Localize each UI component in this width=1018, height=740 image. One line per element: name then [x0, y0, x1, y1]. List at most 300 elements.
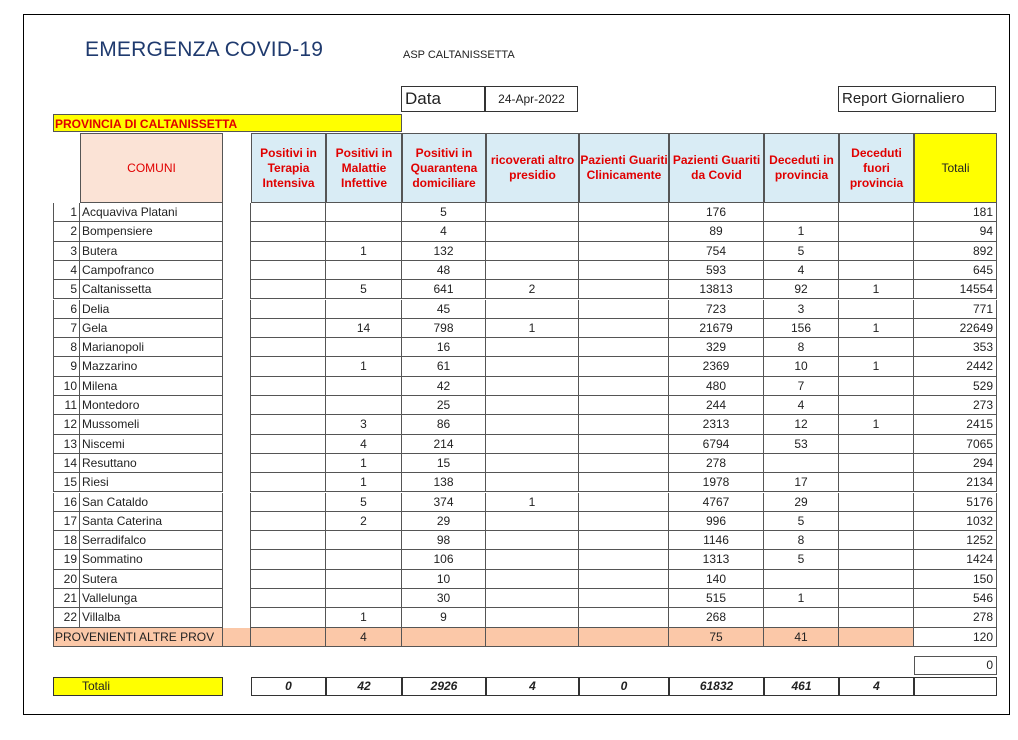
header-quarantena: Positivi in Quarantena domiciliare: [402, 133, 486, 203]
total-totali-empty: [914, 677, 997, 696]
row-number: 9: [53, 357, 80, 376]
cell-guariti-covid: 21679: [669, 319, 764, 338]
cell-totali: 7065: [914, 435, 997, 454]
cell-deceduti-fuori: [839, 377, 914, 396]
cell-totali: 2134: [914, 473, 997, 492]
cell-guariti-clinicamente: [579, 435, 669, 454]
cell-guariti-clinicamente: [579, 396, 669, 415]
cell-totali: 771: [914, 300, 997, 319]
row-number: 17: [53, 512, 80, 531]
totals-label: Totali: [53, 677, 223, 696]
cell-deceduti-provincia: 12: [764, 415, 839, 434]
spacer-cell: [223, 300, 251, 319]
cell-malattie: [326, 203, 402, 222]
cell-terapia: [251, 242, 326, 261]
cell-quarantena: 641: [402, 280, 486, 299]
date-value: 24-Apr-2022: [485, 86, 578, 112]
comune-name: Resuttano: [80, 454, 223, 473]
comune-name: Mazzarino: [80, 357, 223, 376]
header-deceduti-fuori: Deceduti fuori provincia: [839, 133, 914, 203]
cell-deceduti-provincia: 5: [764, 242, 839, 261]
table-row: [0, 357, 1018, 376]
cell-malattie: [326, 377, 402, 396]
cell-ricoverati: 1: [486, 319, 579, 338]
cell-terapia: [251, 377, 326, 396]
cell-deceduti-provincia: 3: [764, 300, 839, 319]
cell-malattie: 4: [326, 435, 402, 454]
cell-guariti-covid: 4767: [669, 493, 764, 512]
table-row: [0, 300, 1018, 319]
spacer-cell: [223, 454, 251, 473]
cell-guariti-covid: 593: [669, 261, 764, 280]
spacer-cell: [223, 415, 251, 434]
spacer-cell: [223, 570, 251, 589]
cell-deceduti-fuori: [839, 512, 914, 531]
cell-quarantena: 42: [402, 377, 486, 396]
cell-ricoverati: [486, 396, 579, 415]
cell-totali: 353: [914, 338, 997, 357]
cell-ricoverati: 2: [486, 280, 579, 299]
cell-deceduti-provincia: 8: [764, 338, 839, 357]
cell-ricoverati: [486, 608, 579, 627]
cell-ricoverati: [486, 338, 579, 357]
cell-deceduti-fuori: [839, 454, 914, 473]
row-number: 5: [53, 280, 80, 299]
cell-totali: 546: [914, 589, 997, 608]
cell-deceduti-provincia: [764, 203, 839, 222]
cell-totali: 892: [914, 242, 997, 261]
row-number: 7: [53, 319, 80, 338]
cell-guariti-clinicamente: [579, 280, 669, 299]
total-malattie: 42: [326, 677, 402, 696]
cell-deceduti-provincia: 17: [764, 473, 839, 492]
table-row: [0, 512, 1018, 531]
cell-guariti-clinicamente: [579, 300, 669, 319]
cell-quarantena: 9: [402, 608, 486, 627]
cell-deceduti-provincia: [764, 570, 839, 589]
cell-malattie: 5: [326, 280, 402, 299]
comune-name: Mussomeli: [80, 415, 223, 434]
cell-deceduti-fuori: [839, 300, 914, 319]
cell-totali: 2442: [914, 357, 997, 376]
cell-terapia: [251, 357, 326, 376]
table-row: [0, 550, 1018, 569]
table-row: [0, 222, 1018, 241]
cell-totali: 645: [914, 261, 997, 280]
cell-deceduti-fuori: 1: [839, 415, 914, 434]
cell-quarantena: 106: [402, 550, 486, 569]
header-terapia-intensiva: Positivi in Terapia Intensiva: [251, 133, 326, 203]
spacer-cell: [223, 628, 251, 647]
spacer-cell: [223, 222, 251, 241]
cell-terapia: [251, 435, 326, 454]
cell-ricoverati: [486, 300, 579, 319]
cell-quarantena: [402, 628, 486, 647]
cell-terapia: [251, 531, 326, 550]
cell-totali: 294: [914, 454, 997, 473]
cell-ricoverati: [486, 377, 579, 396]
row-number: 2: [53, 222, 80, 241]
cell-deceduti-provincia: 4: [764, 261, 839, 280]
cell-totali: 120: [914, 628, 997, 647]
cell-guariti-clinicamente: [579, 608, 669, 627]
cell-guariti-clinicamente: [579, 531, 669, 550]
table-row: [0, 473, 1018, 492]
cell-deceduti-fuori: 1: [839, 319, 914, 338]
cell-totali: 94: [914, 222, 997, 241]
cell-guariti-covid: 2369: [669, 357, 764, 376]
cell-malattie: [326, 531, 402, 550]
cell-terapia: [251, 608, 326, 627]
row-number: 10: [53, 377, 80, 396]
cell-malattie: 1: [326, 454, 402, 473]
cell-ricoverati: [486, 531, 579, 550]
cell-malattie: [326, 261, 402, 280]
spacer-cell: [223, 357, 251, 376]
comune-name: Riesi: [80, 473, 223, 492]
cell-guariti-clinicamente: [579, 261, 669, 280]
cell-quarantena: 4: [402, 222, 486, 241]
comune-name: San Cataldo: [80, 493, 223, 512]
cell-guariti-covid: 996: [669, 512, 764, 531]
comune-name: Acquaviva Platani: [80, 203, 223, 222]
cell-malattie: [326, 300, 402, 319]
cell-quarantena: 61: [402, 357, 486, 376]
row-number: 12: [53, 415, 80, 434]
province-label: PROVINCIA DI CALTANISSETTA: [53, 114, 402, 132]
row-number: 11: [53, 396, 80, 415]
cell-guariti-clinicamente: [579, 473, 669, 492]
cell-malattie: 1: [326, 242, 402, 261]
row-number: 15: [53, 473, 80, 492]
cell-totali: 529: [914, 377, 997, 396]
cell-quarantena: 48: [402, 261, 486, 280]
cell-deceduti-provincia: 5: [764, 512, 839, 531]
comune-name: Santa Caterina: [80, 512, 223, 531]
cell-malattie: [326, 589, 402, 608]
cell-deceduti-fuori: [839, 261, 914, 280]
cell-deceduti-provincia: 156: [764, 319, 839, 338]
spacer-cell: [223, 512, 251, 531]
cell-terapia: [251, 473, 326, 492]
row-number: 8: [53, 338, 80, 357]
cell-guariti-clinicamente: [579, 589, 669, 608]
cell-guariti-covid: 754: [669, 242, 764, 261]
cell-ricoverati: [486, 570, 579, 589]
cell-deceduti-provincia: 10: [764, 357, 839, 376]
table-row: [0, 338, 1018, 357]
row-number: 4: [53, 261, 80, 280]
cell-quarantena: 15: [402, 454, 486, 473]
cell-totali: 5176: [914, 493, 997, 512]
cell-totali: 278: [914, 608, 997, 627]
table-row: [0, 454, 1018, 473]
cell-guariti-covid: 89: [669, 222, 764, 241]
comune-name: Niscemi: [80, 435, 223, 454]
cell-terapia: [251, 570, 326, 589]
cell-deceduti-fuori: 1: [839, 280, 914, 299]
cell-malattie: 2: [326, 512, 402, 531]
comune-name: Caltanissetta: [80, 280, 223, 299]
cell-guariti-covid: 140: [669, 570, 764, 589]
row-number: 13: [53, 435, 80, 454]
cell-deceduti-provincia: 1: [764, 589, 839, 608]
cell-ricoverati: [486, 512, 579, 531]
cell-deceduti-fuori: [839, 550, 914, 569]
cell-quarantena: 16: [402, 338, 486, 357]
cell-ricoverati: [486, 242, 579, 261]
cell-deceduti-provincia: 7: [764, 377, 839, 396]
cell-quarantena: 29: [402, 512, 486, 531]
table-row: [0, 493, 1018, 512]
other-provinces-label: PROVENIENTI ALTRE PROV: [53, 628, 223, 647]
cell-guariti-covid: 75: [669, 628, 764, 647]
spacer-cell: [223, 377, 251, 396]
cell-malattie: [326, 222, 402, 241]
other-provinces-row: [0, 628, 1018, 647]
cell-ricoverati: [486, 203, 579, 222]
table-row: [0, 589, 1018, 608]
row-number: 20: [53, 570, 80, 589]
header-ricoverati: ricoverati altro presidio: [486, 133, 579, 203]
cell-quarantena: 25: [402, 396, 486, 415]
total-terapia: 0: [251, 677, 326, 696]
cell-deceduti-fuori: [839, 473, 914, 492]
cell-ricoverati: [486, 357, 579, 376]
cell-guariti-clinicamente: [579, 242, 669, 261]
cell-quarantena: 30: [402, 589, 486, 608]
cell-quarantena: 45: [402, 300, 486, 319]
spacer-cell: [223, 608, 251, 627]
comune-name: Gela: [80, 319, 223, 338]
cell-deceduti-provincia: 92: [764, 280, 839, 299]
date-label: Data: [401, 86, 485, 112]
table-row: [0, 377, 1018, 396]
spacer-cell: [223, 396, 251, 415]
cell-terapia: [251, 589, 326, 608]
cell-malattie: 1: [326, 357, 402, 376]
report-type-label: Report Giornaliero: [838, 86, 996, 112]
total-guariti-clinicamente: 0: [579, 677, 669, 696]
cell-malattie: 1: [326, 473, 402, 492]
header-totali: Totali: [914, 133, 997, 203]
page-title: EMERGENZA COVID-19: [85, 38, 324, 61]
organization-label: ASP CALTANISSETTA: [403, 49, 515, 61]
cell-totali: 181: [914, 203, 997, 222]
cell-guariti-clinicamente: [579, 319, 669, 338]
cell-quarantena: 214: [402, 435, 486, 454]
cell-malattie: 4: [326, 628, 402, 647]
cell-quarantena: 86: [402, 415, 486, 434]
spacer-cell: [223, 493, 251, 512]
cell-quarantena: 132: [402, 242, 486, 261]
cell-guariti-covid: 329: [669, 338, 764, 357]
cell-malattie: 3: [326, 415, 402, 434]
cell-ricoverati: [486, 473, 579, 492]
cell-totali: 1252: [914, 531, 997, 550]
cell-guariti-clinicamente: [579, 357, 669, 376]
cell-guariti-clinicamente: [579, 628, 669, 647]
comune-name: Bompensiere: [80, 222, 223, 241]
cell-deceduti-fuori: 1: [839, 357, 914, 376]
cell-guariti-covid: 723: [669, 300, 764, 319]
spacer-cell: [223, 338, 251, 357]
cell-guariti-clinicamente: [579, 415, 669, 434]
cell-deceduti-fuori: [839, 435, 914, 454]
cell-deceduti-fuori: [839, 222, 914, 241]
cell-guariti-clinicamente: [579, 570, 669, 589]
cell-guariti-clinicamente: [579, 338, 669, 357]
spacer-cell: [223, 242, 251, 261]
cell-guariti-clinicamente: [579, 493, 669, 512]
spacer-cell: [223, 531, 251, 550]
total-guariti-covid: 61832: [669, 677, 764, 696]
cell-malattie: [326, 570, 402, 589]
table-row: [0, 261, 1018, 280]
row-number: 22: [53, 608, 80, 627]
table-row: [0, 242, 1018, 261]
cell-ricoverati: [486, 261, 579, 280]
cell-deceduti-fuori: [839, 338, 914, 357]
cell-ricoverati: [486, 550, 579, 569]
cell-malattie: 5: [326, 493, 402, 512]
cell-terapia: [251, 300, 326, 319]
row-number: 3: [53, 242, 80, 261]
cell-quarantena: 374: [402, 493, 486, 512]
cell-malattie: [326, 338, 402, 357]
cell-deceduti-provincia: 41: [764, 628, 839, 647]
cell-deceduti-fuori: [839, 628, 914, 647]
cell-malattie: [326, 550, 402, 569]
cell-deceduti-provincia: 53: [764, 435, 839, 454]
comune-name: Vallelunga: [80, 589, 223, 608]
cell-guariti-clinicamente: [579, 377, 669, 396]
row-number: 16: [53, 493, 80, 512]
header-guariti-covid: Pazienti Guariti da Covid: [669, 133, 764, 203]
cell-guariti-covid: 6794: [669, 435, 764, 454]
header-guariti-clinicamente: Pazienti Guariti Clinicamente: [579, 133, 669, 203]
cell-deceduti-fuori: [839, 531, 914, 550]
spacer-cell: [223, 203, 251, 222]
cell-ricoverati: [486, 628, 579, 647]
cell-deceduti-fuori: [839, 396, 914, 415]
cell-ricoverati: [486, 454, 579, 473]
cell-terapia: [251, 319, 326, 338]
cell-guariti-covid: 244: [669, 396, 764, 415]
cell-terapia: [251, 280, 326, 299]
cell-guariti-covid: 268: [669, 608, 764, 627]
cell-guariti-covid: 13813: [669, 280, 764, 299]
total-ricoverati: 4: [486, 677, 579, 696]
comune-name: Campofranco: [80, 261, 223, 280]
cell-deceduti-provincia: 4: [764, 396, 839, 415]
cell-guariti-covid: 1146: [669, 531, 764, 550]
cell-quarantena: 138: [402, 473, 486, 492]
cell-terapia: [251, 261, 326, 280]
cell-terapia: [251, 203, 326, 222]
cell-terapia: [251, 415, 326, 434]
row-number: 14: [53, 454, 80, 473]
cell-guariti-covid: 278: [669, 454, 764, 473]
comune-name: Delia: [80, 300, 223, 319]
cell-terapia: [251, 493, 326, 512]
cell-deceduti-fuori: [839, 589, 914, 608]
cell-totali: 2415: [914, 415, 997, 434]
comune-name: Serradifalco: [80, 531, 223, 550]
cell-terapia: [251, 550, 326, 569]
spacer-cell: [223, 589, 251, 608]
cell-terapia: [251, 454, 326, 473]
cell-malattie: 1: [326, 608, 402, 627]
spacer-cell: [223, 435, 251, 454]
comune-name: Milena: [80, 377, 223, 396]
cell-ricoverati: [486, 415, 579, 434]
cell-deceduti-provincia: 1: [764, 222, 839, 241]
cell-ricoverati: [486, 435, 579, 454]
comune-name: Sutera: [80, 570, 223, 589]
total-deceduti-fuori: 4: [839, 677, 914, 696]
cell-totali: 14554: [914, 280, 997, 299]
extra-total-cell: 0: [914, 656, 997, 675]
cell-deceduti-provincia: 5: [764, 550, 839, 569]
row-number: 6: [53, 300, 80, 319]
total-deceduti-provincia: 461: [764, 677, 839, 696]
cell-malattie: [326, 396, 402, 415]
cell-totali: 1424: [914, 550, 997, 569]
spacer-cell: [223, 319, 251, 338]
row-number: 19: [53, 550, 80, 569]
cell-deceduti-fuori: [839, 570, 914, 589]
cell-terapia: [251, 512, 326, 531]
cell-terapia: [251, 338, 326, 357]
cell-guariti-clinicamente: [579, 203, 669, 222]
comune-name: Butera: [80, 242, 223, 261]
cell-totali: 273: [914, 396, 997, 415]
cell-quarantena: 98: [402, 531, 486, 550]
cell-terapia: [251, 222, 326, 241]
cell-deceduti-fuori: [839, 242, 914, 261]
comune-name: Villalba: [80, 608, 223, 627]
cell-guariti-covid: 1313: [669, 550, 764, 569]
spacer-cell: [223, 280, 251, 299]
cell-guariti-covid: 1978: [669, 473, 764, 492]
cell-quarantena: 10: [402, 570, 486, 589]
cell-deceduti-provincia: [764, 608, 839, 627]
row-number: 18: [53, 531, 80, 550]
table-row: [0, 280, 1018, 299]
cell-deceduti-provincia: 29: [764, 493, 839, 512]
comune-name: Marianopoli: [80, 338, 223, 357]
table-row: [0, 415, 1018, 434]
cell-guariti-covid: 480: [669, 377, 764, 396]
cell-totali: 1032: [914, 512, 997, 531]
table-row: [0, 570, 1018, 589]
table-row: [0, 531, 1018, 550]
cell-ricoverati: [486, 589, 579, 608]
total-quarantena: 2926: [402, 677, 486, 696]
table-row: [0, 203, 1018, 222]
header-comuni: COMUNI: [80, 133, 223, 203]
cell-guariti-clinicamente: [579, 550, 669, 569]
cell-totali: 150: [914, 570, 997, 589]
cell-quarantena: 5: [402, 203, 486, 222]
cell-guariti-clinicamente: [579, 222, 669, 241]
cell-totali: 22649: [914, 319, 997, 338]
header-deceduti-provincia: Deceduti in provincia: [764, 133, 839, 203]
cell-ricoverati: [486, 222, 579, 241]
cell-terapia: [251, 396, 326, 415]
cell-guariti-clinicamente: [579, 454, 669, 473]
